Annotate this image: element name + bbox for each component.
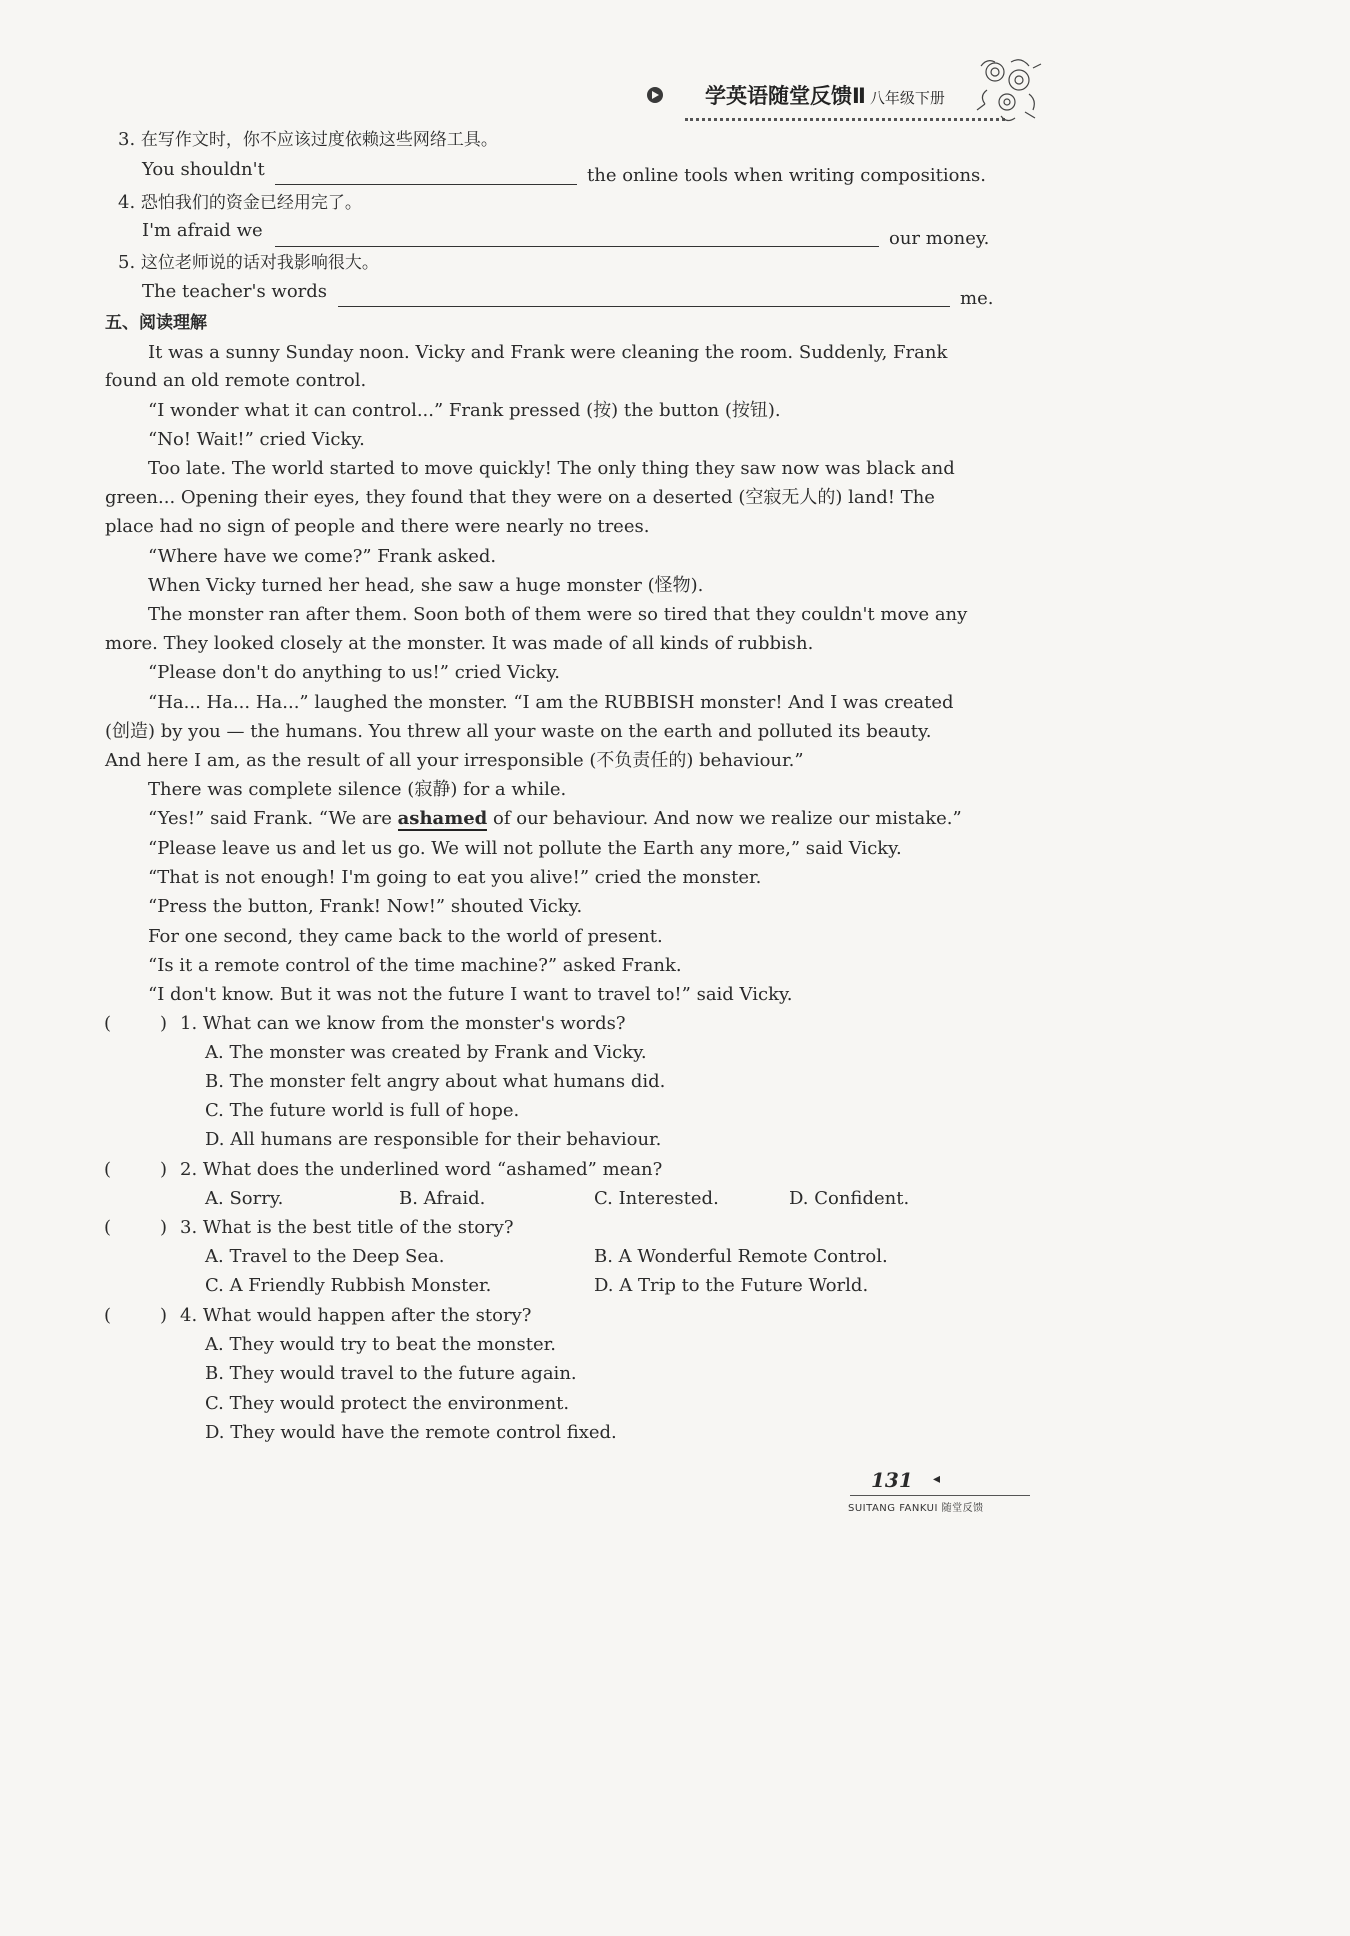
question-3-option[interactable]: A. Travel to the Deep Sea. [205, 1246, 445, 1267]
answer-blank-4[interactable] [275, 245, 879, 247]
answer-slot-2[interactable] [118, 1160, 154, 1182]
section-heading: 五、阅读理解 [105, 313, 207, 333]
passage-line: “Where have we come?” Frank asked. [148, 546, 497, 567]
question-3-stem: 3. What is the best title of the story? [180, 1217, 514, 1238]
passage-line: “Please leave us and let us go. We will not pollute the Earth any more,” said Vicky. [148, 838, 902, 859]
translation-item-5-tail: me. [960, 288, 994, 309]
footer-rule [850, 1495, 1030, 1496]
question-4-option[interactable]: D. They would have the remote control fixed. [205, 1422, 617, 1443]
answer-paren-close: ) [160, 1159, 168, 1180]
passage-line: “Is it a remote control of the time machine?” asked Frank. [148, 955, 682, 976]
page-arrow-icon: ◂ [933, 1471, 941, 1487]
header-bullet-icon [647, 87, 663, 103]
question-2-stem: 2. What does the underlined word “ashamed” mean? [180, 1159, 663, 1180]
underlined-word: ashamed [397, 808, 488, 829]
passage-line: It was a sunny Sunday noon. Vicky and Frank were cleaning the room. Suddenly, Frank [148, 342, 948, 363]
question-2-option[interactable]: A. Sorry. [205, 1188, 284, 1209]
answer-blank-5[interactable] [338, 305, 950, 307]
translation-item-5-prompt: 5. 这位老师说的话对我影响很大。 [118, 252, 379, 273]
question-1-option[interactable]: D. All humans are responsible for their behaviour. [205, 1129, 662, 1150]
question-4-option[interactable]: A. They would try to beat the monster. [205, 1334, 556, 1355]
passage-line: The monster ran after them. Soon both of them were so tired that they couldn't move any [148, 604, 968, 625]
answer-paren-close: ) [160, 1013, 168, 1034]
passage-line: For one second, they came back to the world of present. [148, 926, 663, 947]
passage-line: place had no sign of people and there were nearly no trees. [105, 516, 650, 537]
question-4-stem: 4. What would happen after the story? [180, 1305, 532, 1326]
answer-paren-open: ( [104, 1217, 112, 1238]
question-4-option[interactable]: C. They would protect the environment. [205, 1393, 570, 1414]
answer-paren-close: ) [160, 1305, 168, 1326]
question-2-option[interactable]: D. Confident. [789, 1188, 910, 1209]
passage-line: And here I am, as the result of all your irresponsible (不负责任的) behaviour.” [105, 750, 804, 771]
passage-line: “No! Wait!” cried Vicky. [148, 429, 365, 450]
answer-paren-open: ( [104, 1013, 112, 1034]
passage-line: “Ha... Ha... Ha...” laughed the monster. “I am the RUBBISH monster! And I was created [148, 692, 954, 713]
answer-paren-open: ( [104, 1159, 112, 1180]
translation-item-4-tail: our money. [889, 228, 990, 249]
passage-line: found an old remote control. [105, 370, 367, 391]
question-1-option[interactable]: A. The monster was created by Frank and Vicky. [205, 1042, 647, 1063]
passage-line: Too late. The world started to move quickly! The only thing they saw now was black and [148, 458, 955, 479]
answer-blank-3[interactable] [275, 183, 577, 185]
translation-item-5-lead: The teacher's words [142, 281, 328, 302]
page-number: 131 [871, 1468, 913, 1492]
passage-line: When Vicky turned her head, she saw a huge monster (怪物). [148, 575, 704, 596]
passage-line: “Please don't do anything to us!” cried Vicky. [148, 662, 560, 683]
footer-series-tag: SUITANG FANKUI 随堂反馈 [848, 1503, 984, 1514]
translation-item-3-prompt: 3. 在写作文时，你不应该过度依赖这些网络工具。 [118, 129, 498, 150]
passage-line: There was complete silence (寂静) for a while. [148, 779, 567, 800]
question-3-option[interactable]: C. A Friendly Rubbish Monster. [205, 1275, 492, 1296]
book-subtitle: 八年级下册 [869, 89, 945, 107]
passage-line: “Yes!” said Frank. “We are ashamed of our behaviour. And now we realize our mistake.” [148, 808, 962, 829]
question-2-option[interactable]: C. Interested. [594, 1188, 719, 1209]
translation-item-4-lead: I'm afraid we [142, 220, 263, 241]
translation-item-3-lead: You shouldn't [142, 159, 265, 180]
passage-line: “I don't know. But it was not the future I want to travel to!” said Vicky. [148, 984, 793, 1005]
question-1-option[interactable]: C. The future world is full of hope. [205, 1100, 520, 1121]
question-3-option[interactable]: D. A Trip to the Future World. [594, 1275, 869, 1296]
passage-line: green... Opening their eyes, they found that they were on a deserted (空寂无人的) land! The [105, 487, 935, 508]
answer-paren-close: ) [160, 1217, 168, 1238]
answer-slot-4[interactable] [118, 1306, 154, 1328]
header-dotted-rule [685, 118, 1005, 121]
answer-paren-open: ( [104, 1305, 112, 1326]
answer-slot-3[interactable] [118, 1218, 154, 1240]
translation-item-3-tail: the online tools when writing compositions. [587, 165, 987, 186]
flower-ornament-icon [967, 50, 1047, 130]
page-header [645, 80, 1005, 126]
passage-line: “I wonder what it can control...” Frank pressed (按) the button (按钮). [148, 400, 781, 421]
question-2-option[interactable]: B. Afraid. [399, 1188, 486, 1209]
book-title: 学英语随堂反馈Ⅱ 八年级下册 [705, 84, 945, 108]
question-1-stem: 1. What can we know from the monster's words? [180, 1013, 626, 1034]
translation-item-4-prompt: 4. 恐怕我们的资金已经用完了。 [118, 192, 362, 213]
answer-slot-1[interactable] [118, 1014, 154, 1036]
passage-line: (创造) by you — the humans. You threw all your waste on the earth and polluted its beauty. [105, 721, 932, 742]
question-1-option[interactable]: B. The monster felt angry about what humans did. [205, 1071, 666, 1092]
question-4-option[interactable]: B. They would travel to the future again. [205, 1363, 577, 1384]
passage-line: more. They looked closely at the monster. It was made of all kinds of rubbish. [105, 633, 814, 654]
passage-line: “Press the button, Frank! Now!” shouted Vicky. [148, 896, 583, 917]
passage-line: “That is not enough! I'm going to eat you alive!” cried the monster. [148, 867, 762, 888]
question-3-option[interactable]: B. A Wonderful Remote Control. [594, 1246, 888, 1267]
